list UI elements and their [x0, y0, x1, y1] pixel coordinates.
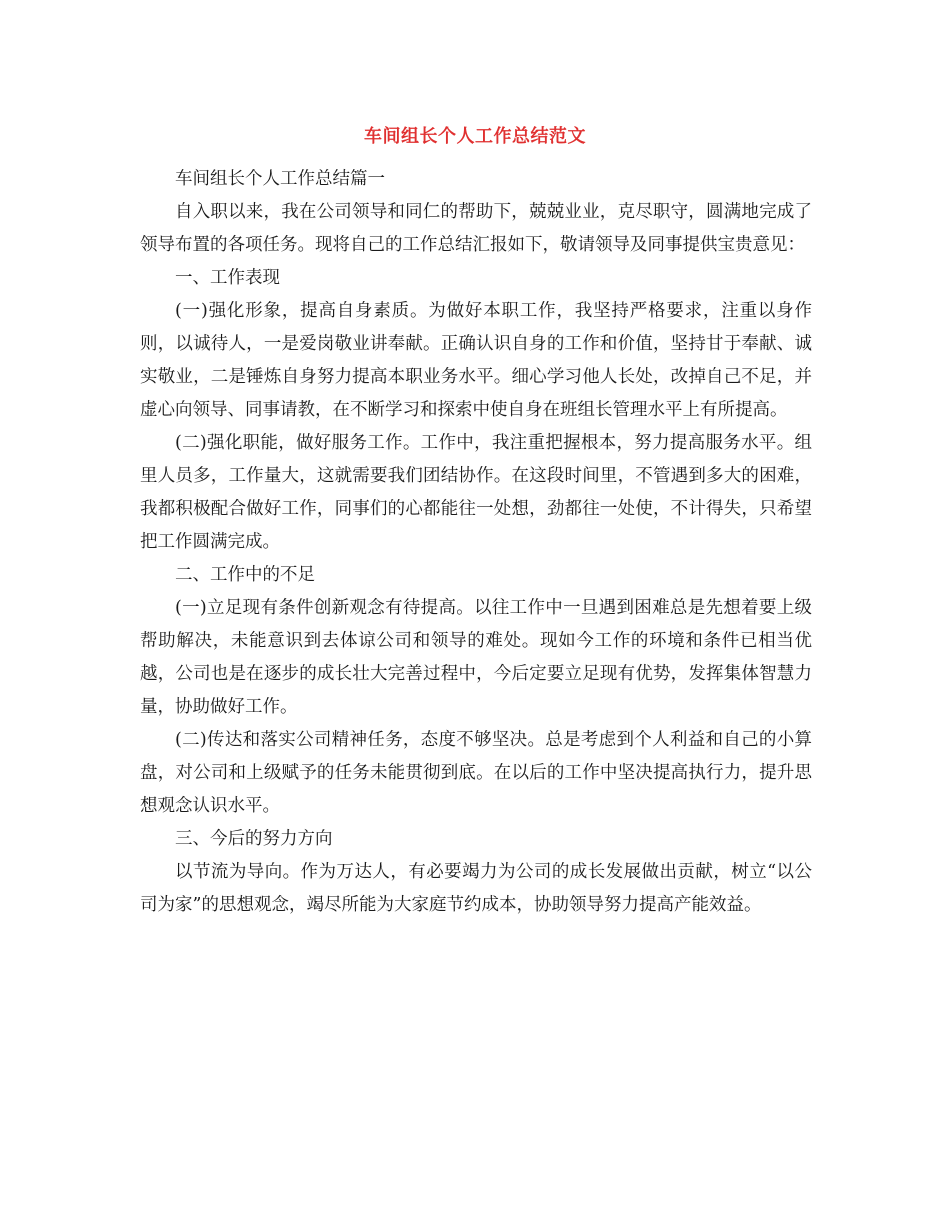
- paragraph: (二)强化职能，做好服务工作。工作中，我注重把握根本，努力提高服务水平。组里人员多，工作量大，这就需要我们团结协作。在这段时间里，不管遇到多大的困难，我都积极配合做好工作，同事们的心都能往一处想，劲都往一处使，不计得失，只希望把工作圆满完成。: [140, 433, 812, 552]
- section-heading: 三、今后的努力方向: [175, 829, 333, 849]
- document-title: 车间组长个人工作总结范文: [364, 126, 586, 147]
- paragraph: (一)强化形象，提高自身素质。为做好本职工作，我坚持严格要求，注重以身作则，以诚待人，一是爱岗敬业讲奉献。正确认识自身的工作和价值，坚持甘于奉献、诚实敬业，二是锤炼自身努力提高本职业务水平。细心学习他人长处，改掉自己不足，并虚心向领导、同事请教，在不断学习和探索中使自身在班组长管理水平上有所提高。: [140, 301, 812, 420]
- paragraph: 以节流为导向。作为万达人，有必要竭力为公司的成长发展做出贡献，树立“以公司为家”的思想观念，竭尽所能为大家庭节约成本，协助领导努力提高产能效益。: [140, 862, 812, 915]
- section-heading: 车间组长个人工作总结篇一: [175, 169, 385, 189]
- section-heading: 一、工作表现: [175, 268, 280, 288]
- document-body: [140, 163, 812, 922]
- paragraph: (一)立足现有条件创新观念有待提高。以往工作中一旦遇到困难总是先想着要上级帮助解决，未能意识到去体谅公司和领导的难处。现如今工作的环境和条件已相当优越，公司也是在逐步的成长壮大完善过程中，今后定要立足现有优势，发挥集体智慧力量，协助做好工作。: [140, 598, 812, 717]
- section-heading: 二、工作中的不足: [175, 565, 315, 585]
- paragraph: (二)传达和落实公司精神任务，态度不够坚决。总是考虑到个人利益和自己的小算盘，对公司和上级赋予的任务未能贯彻到底。在以后的工作中坚决提高执行力，提升思想观念认识水平。: [140, 730, 812, 816]
- paragraph-intro: 自入职以来，我在公司领导和同仁的帮助下，兢兢业业，克尽职守，圆满地完成了领导布置的各项任务。现将自己的工作总结汇报如下，敬请领导及同事提供宝贵意见：: [140, 202, 812, 255]
